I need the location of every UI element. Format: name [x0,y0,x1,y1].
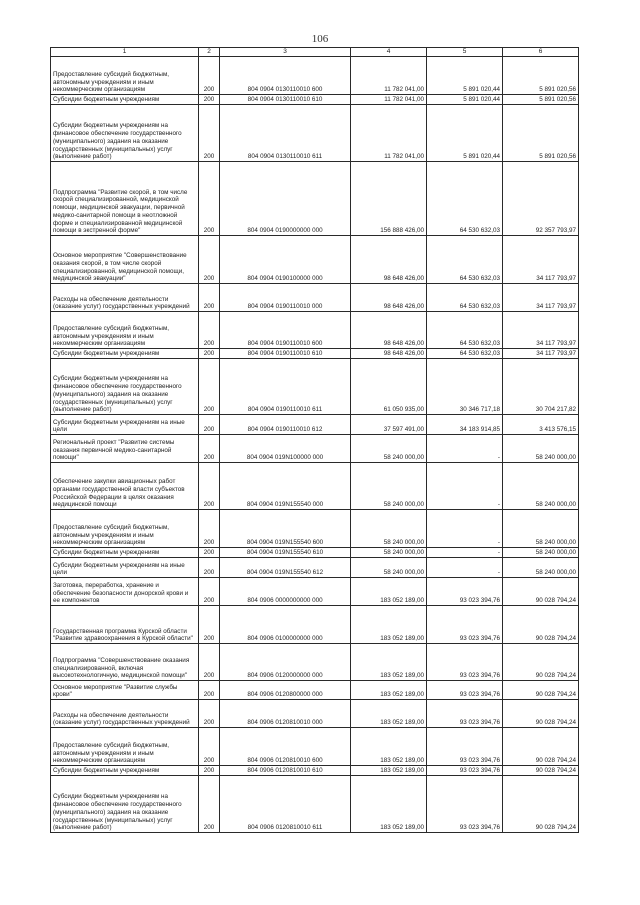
item-name-cell: Субсидии бюджетным учреждениям на финансовое обеспечение государственного (муниципального) задания на оказание государственных (муниципальных) услуг (выполнение работ) [51,105,199,162]
table-row [51,312,579,349]
budget-code-cell: 804 0904 0190110010 612 [220,415,351,435]
executed-amount-cell: 93 023 394,76 [427,728,503,766]
approved-amount-cell: 183 052 189,00 [351,776,427,833]
header-cell-1: 1 [51,48,199,57]
header-cell-2: 2 [199,48,220,57]
header-cell-5: 5 [427,48,503,57]
item-name-cell: Заготовка, переработка, хранение и обеспечение безопасности донорской крови и ее компонентов [51,578,199,606]
approved-amount-cell: 98 648 426,00 [351,312,427,349]
table-row [51,415,579,435]
approved-amount-cell: 58 240 000,00 [351,548,427,558]
vr-cell: 200 [199,415,220,435]
remaining-amount-cell: 34 117 793,97 [503,284,579,312]
table-row [51,95,579,105]
header-cell-6: 6 [503,48,579,57]
budget-code-cell: 804 0904 0190110010 611 [220,359,351,415]
remaining-amount-cell: 5 891 020,56 [503,57,579,95]
item-name-cell: Государственная программа Курской области "Развитие здравоохранения в Курской области" [51,606,199,644]
item-name-cell: Субсидии бюджетным учреждениям на финансовое обеспечение государственного (муниципального) задания на оказание государственных (муниципальных) услуг (выполнение работ) [51,359,199,415]
remaining-amount-cell: 90 028 794,24 [503,766,579,776]
item-name-cell: Расходы на обеспечение деятельности (оказание услуг) государственных учреждений [51,700,199,728]
approved-amount-cell: 11 782 041,00 [351,95,427,105]
vr-cell: 200 [199,57,220,95]
remaining-amount-cell: 58 240 000,00 [503,463,579,510]
executed-amount-cell: - [427,463,503,510]
approved-amount-cell: 183 052 189,00 [351,766,427,776]
approved-amount-cell: 183 052 189,00 [351,700,427,728]
approved-amount-cell: 58 240 000,00 [351,510,427,548]
table-row [51,700,579,728]
approved-amount-cell: 98 648 426,00 [351,349,427,359]
approved-amount-cell: 183 052 189,00 [351,681,427,700]
item-name-cell: Подпрограмма "Развитие скорой, в том числе скорой специализированной, медицинской помощи, медицинской эвакуации, первичной медико-санитарной помощи в неотложной форме и специализированной медицинской помощи в экстренной форме" [51,162,199,236]
executed-amount-cell: 93 023 394,76 [427,578,503,606]
budget-code-cell: 804 0904 0190110010 000 [220,284,351,312]
item-name-cell: Основное мероприятие "Развитие службы крови" [51,681,199,700]
executed-amount-cell: 5 891 020,44 [427,105,503,162]
executed-amount-cell: 64 530 632,03 [427,162,503,236]
vr-cell: 200 [199,463,220,510]
table-row [51,359,579,415]
table-row [51,644,579,681]
approved-amount-cell: 183 052 189,00 [351,644,427,681]
remaining-amount-cell: 90 028 794,24 [503,578,579,606]
table-row [51,349,579,359]
header-cell-4: 4 [351,48,427,57]
vr-cell: 200 [199,578,220,606]
approved-amount-cell: 61 050 935,00 [351,359,427,415]
executed-amount-cell: - [427,510,503,548]
approved-amount-cell: 37 597 491,00 [351,415,427,435]
vr-cell: 200 [199,435,220,463]
remaining-amount-cell: 58 240 000,00 [503,435,579,463]
table-row [51,57,579,95]
approved-amount-cell: 183 052 189,00 [351,606,427,644]
budget-code-cell: 804 0906 0100000000 000 [220,606,351,644]
table-row [51,681,579,700]
remaining-amount-cell: 90 028 794,24 [503,606,579,644]
item-name-cell: Основное мероприятие "Совершенствование оказания скорой, в том числе скорой специализированной, медицинской помощи, медицинской эвакуации" [51,236,199,284]
vr-cell: 200 [199,236,220,284]
remaining-amount-cell: 92 357 793,97 [503,162,579,236]
remaining-amount-cell: 90 028 794,24 [503,728,579,766]
vr-cell: 200 [199,349,220,359]
approved-amount-cell: 58 240 000,00 [351,558,427,578]
approved-amount-cell: 183 052 189,00 [351,728,427,766]
executed-amount-cell: 34 183 914,85 [427,415,503,435]
executed-amount-cell: 5 891 020,44 [427,57,503,95]
item-name-cell: Обеспечение закупки авиационных работ органами государственной власти субъектов Российской Федерации в целях оказания медицинской помощи [51,463,199,510]
table-row [51,435,579,463]
executed-amount-cell: 93 023 394,76 [427,644,503,681]
budget-table [50,47,579,833]
approved-amount-cell: 58 240 000,00 [351,435,427,463]
remaining-amount-cell: 58 240 000,00 [503,510,579,548]
executed-amount-cell: 64 530 632,03 [427,312,503,349]
table-row [51,284,579,312]
remaining-amount-cell: 3 413 576,15 [503,415,579,435]
approved-amount-cell: 98 648 426,00 [351,284,427,312]
budget-code-cell: 804 0904 0190100000 000 [220,236,351,284]
vr-cell: 200 [199,644,220,681]
budget-code-cell: 804 0904 0130110010 611 [220,105,351,162]
remaining-amount-cell: 90 028 794,24 [503,644,579,681]
table-row [51,548,579,558]
page-number: 106 [311,33,329,45]
executed-amount-cell: 93 023 394,76 [427,766,503,776]
table-header-row [51,48,579,57]
item-name-cell: Предоставление субсидий бюджетным, автономным учреждениям и иным некоммерческим организациям [51,57,199,95]
approved-amount-cell: 58 240 000,00 [351,463,427,510]
vr-cell: 200 [199,105,220,162]
item-name-cell: Субсидии бюджетным учреждениям на иные цели [51,558,199,578]
item-name-cell: Предоставление субсидий бюджетным, автономным учреждениям и иным некоммерческим организациям [51,728,199,766]
vr-cell: 200 [199,681,220,700]
budget-code-cell: 804 0904 019N155540 610 [220,548,351,558]
remaining-amount-cell: 58 240 000,00 [503,558,579,578]
table-row [51,236,579,284]
item-name-cell: Расходы на обеспечение деятельности (оказание услуг) государственных учреждений [51,284,199,312]
executed-amount-cell: 93 023 394,76 [427,606,503,644]
budget-code-cell: 804 0906 0120810010 610 [220,766,351,776]
table-row [51,558,579,578]
executed-amount-cell: - [427,435,503,463]
item-name-cell: Субсидии бюджетным учреждениям [51,766,199,776]
vr-cell: 200 [199,284,220,312]
approved-amount-cell: 183 052 189,00 [351,578,427,606]
remaining-amount-cell: 34 117 793,97 [503,236,579,284]
approved-amount-cell: 98 648 426,00 [351,236,427,284]
executed-amount-cell: - [427,558,503,578]
remaining-amount-cell: 90 028 794,24 [503,681,579,700]
executed-amount-cell: 93 023 394,76 [427,700,503,728]
executed-amount-cell: 64 530 632,03 [427,284,503,312]
remaining-amount-cell: 5 891 020,56 [503,95,579,105]
vr-cell: 200 [199,766,220,776]
vr-cell: 200 [199,700,220,728]
remaining-amount-cell: 90 028 794,24 [503,700,579,728]
vr-cell: 200 [199,776,220,833]
table-row [51,728,579,766]
budget-code-cell: 804 0906 0120000000 000 [220,644,351,681]
item-name-cell: Предоставление субсидий бюджетным, автономным учреждениям и иным некоммерческим организациям [51,510,199,548]
vr-cell: 200 [199,548,220,558]
budget-code-cell: 804 0906 0120810010 611 [220,776,351,833]
item-name-cell: Субсидии бюджетным учреждениям [51,349,199,359]
vr-cell: 200 [199,162,220,236]
vr-cell: 200 [199,728,220,766]
budget-code-cell: 804 0904 0190110010 600 [220,312,351,349]
table-body [51,57,579,833]
budget-code-cell: 804 0904 019N155540 612 [220,558,351,578]
remaining-amount-cell: 34 117 793,97 [503,312,579,349]
executed-amount-cell: 30 346 717,18 [427,359,503,415]
table-row [51,510,579,548]
approved-amount-cell: 11 782 041,00 [351,57,427,95]
vr-cell: 200 [199,359,220,415]
table-row [51,776,579,833]
executed-amount-cell: 5 891 020,44 [427,95,503,105]
vr-cell: 200 [199,606,220,644]
budget-code-cell: 804 0904 019N100000 000 [220,435,351,463]
vr-cell: 200 [199,312,220,349]
budget-code-cell: 804 0904 019N155540 000 [220,463,351,510]
table-row [51,105,579,162]
budget-code-cell: 804 0906 0120810010 000 [220,700,351,728]
table-row [51,463,579,510]
table-row [51,162,579,236]
remaining-amount-cell: 90 028 794,24 [503,776,579,833]
vr-cell: 200 [199,510,220,548]
vr-cell: 200 [199,95,220,105]
budget-code-cell: 804 0904 019N155540 600 [220,510,351,548]
item-name-cell: Региональный проект "Развитие системы оказания первичной медико-санитарной помощи" [51,435,199,463]
budget-code-cell: 804 0906 0120800000 000 [220,681,351,700]
executed-amount-cell: 93 023 394,76 [427,681,503,700]
item-name-cell: Субсидии бюджетным учреждениям на иные цели [51,415,199,435]
budget-code-cell: 804 0904 0130110010 600 [220,57,351,95]
item-name-cell: Субсидии бюджетным учреждениям [51,548,199,558]
item-name-cell: Субсидии бюджетным учреждениям на финансовое обеспечение государственного (муниципального) задания на оказание государственных (муниципальных) услуг (выполнение работ) [51,776,199,833]
item-name-cell: Предоставление субсидий бюджетным, автономным учреждениям и иным некоммерческим организациям [51,312,199,349]
executed-amount-cell: - [427,548,503,558]
table-row [51,766,579,776]
executed-amount-cell: 93 023 394,76 [427,776,503,833]
budget-code-cell: 804 0904 0190000000 000 [220,162,351,236]
approved-amount-cell: 156 888 426,00 [351,162,427,236]
table-row [51,606,579,644]
header-cell-3: 3 [220,48,351,57]
approved-amount-cell: 11 782 041,00 [351,105,427,162]
remaining-amount-cell: 58 240 000,00 [503,548,579,558]
vr-cell: 200 [199,558,220,578]
executed-amount-cell: 64 530 632,03 [427,349,503,359]
remaining-amount-cell: 5 891 020,56 [503,105,579,162]
executed-amount-cell: 64 530 632,03 [427,236,503,284]
budget-code-cell: 804 0906 0000000000 000 [220,578,351,606]
item-name-cell: Субсидии бюджетным учреждениям [51,95,199,105]
budget-code-cell: 804 0904 0130110010 610 [220,95,351,105]
remaining-amount-cell: 30 704 217,82 [503,359,579,415]
table-row [51,578,579,606]
item-name-cell: Подпрограмма "Совершенствование оказания специализированной, включая высокотехнологичную, медицинской помощи" [51,644,199,681]
budget-code-cell: 804 0906 0120810010 600 [220,728,351,766]
budget-code-cell: 804 0904 0190110010 610 [220,349,351,359]
remaining-amount-cell: 34 117 793,97 [503,349,579,359]
